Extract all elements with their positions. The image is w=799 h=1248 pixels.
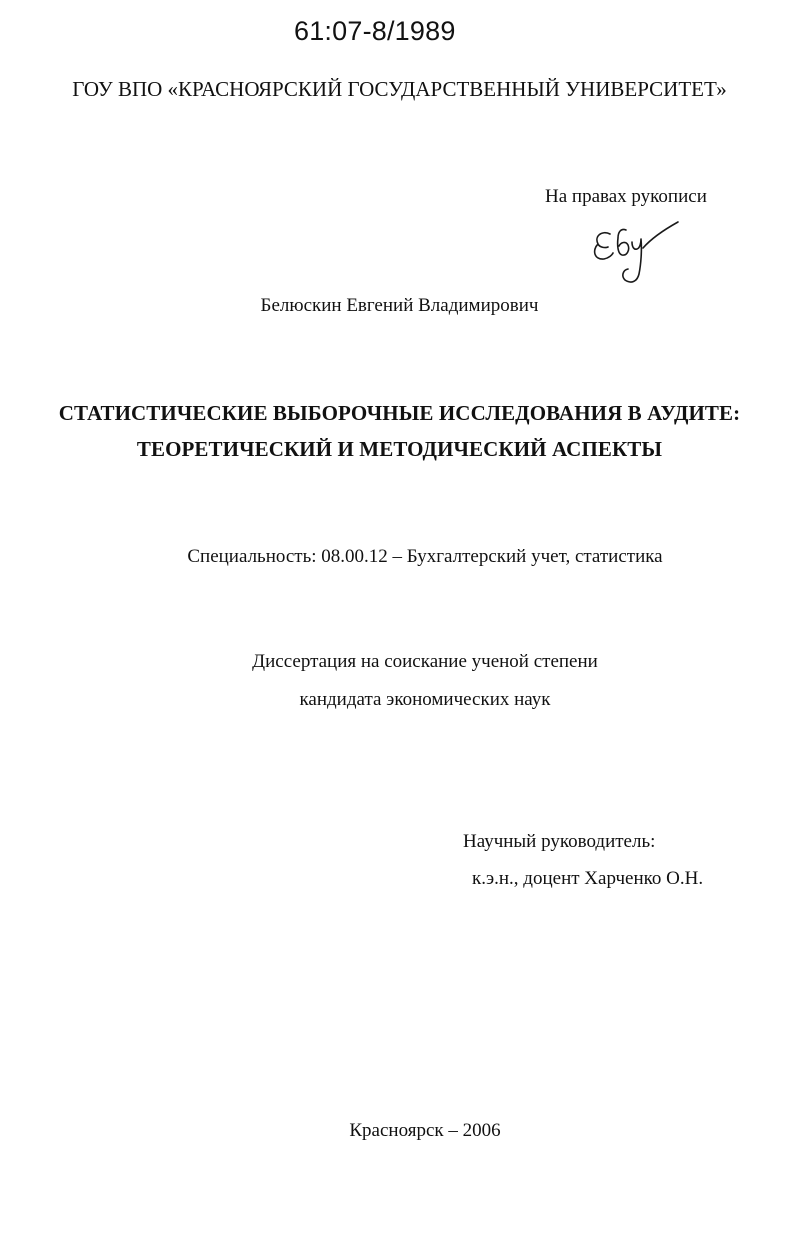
supervisor-label: Научный руководитель:: [463, 831, 656, 852]
degree-line-2: кандидата экономических наук: [299, 689, 551, 710]
specialty-line: Специальность: 08.00.12 – Бухгалтерский учет, статистика: [187, 546, 663, 567]
institution-name: ГОУ ВПО «КРАСНОЯРСКИЙ ГОСУДАРСТВЕННЫЙ УНИВЕРСИТЕТ»: [72, 77, 727, 101]
archive-stamp-number: 61:07-8/1989: [294, 16, 456, 46]
degree-line-1: Диссертация на соискание ученой степени: [252, 651, 598, 672]
manuscript-rights-note: На правах рукописи: [545, 186, 707, 207]
handwritten-signature: [588, 212, 688, 290]
author-name: Белюскин Евгений Владимирович: [260, 295, 539, 316]
city-and-year: Красноярск – 2006: [349, 1120, 501, 1141]
dissertation-title-line-1: СТАТИСТИЧЕСКИЕ ВЫБОРОЧНЫЕ ИССЛЕДОВАНИЯ В АУДИТЕ:: [58, 401, 741, 425]
dissertation-title-line-2: ТЕОРЕТИЧЕСКИЙ И МЕТОДИЧЕСКИЙ АСПЕКТЫ: [136, 437, 663, 461]
supervisor-name: к.э.н., доцент Харченко О.Н.: [472, 868, 704, 889]
